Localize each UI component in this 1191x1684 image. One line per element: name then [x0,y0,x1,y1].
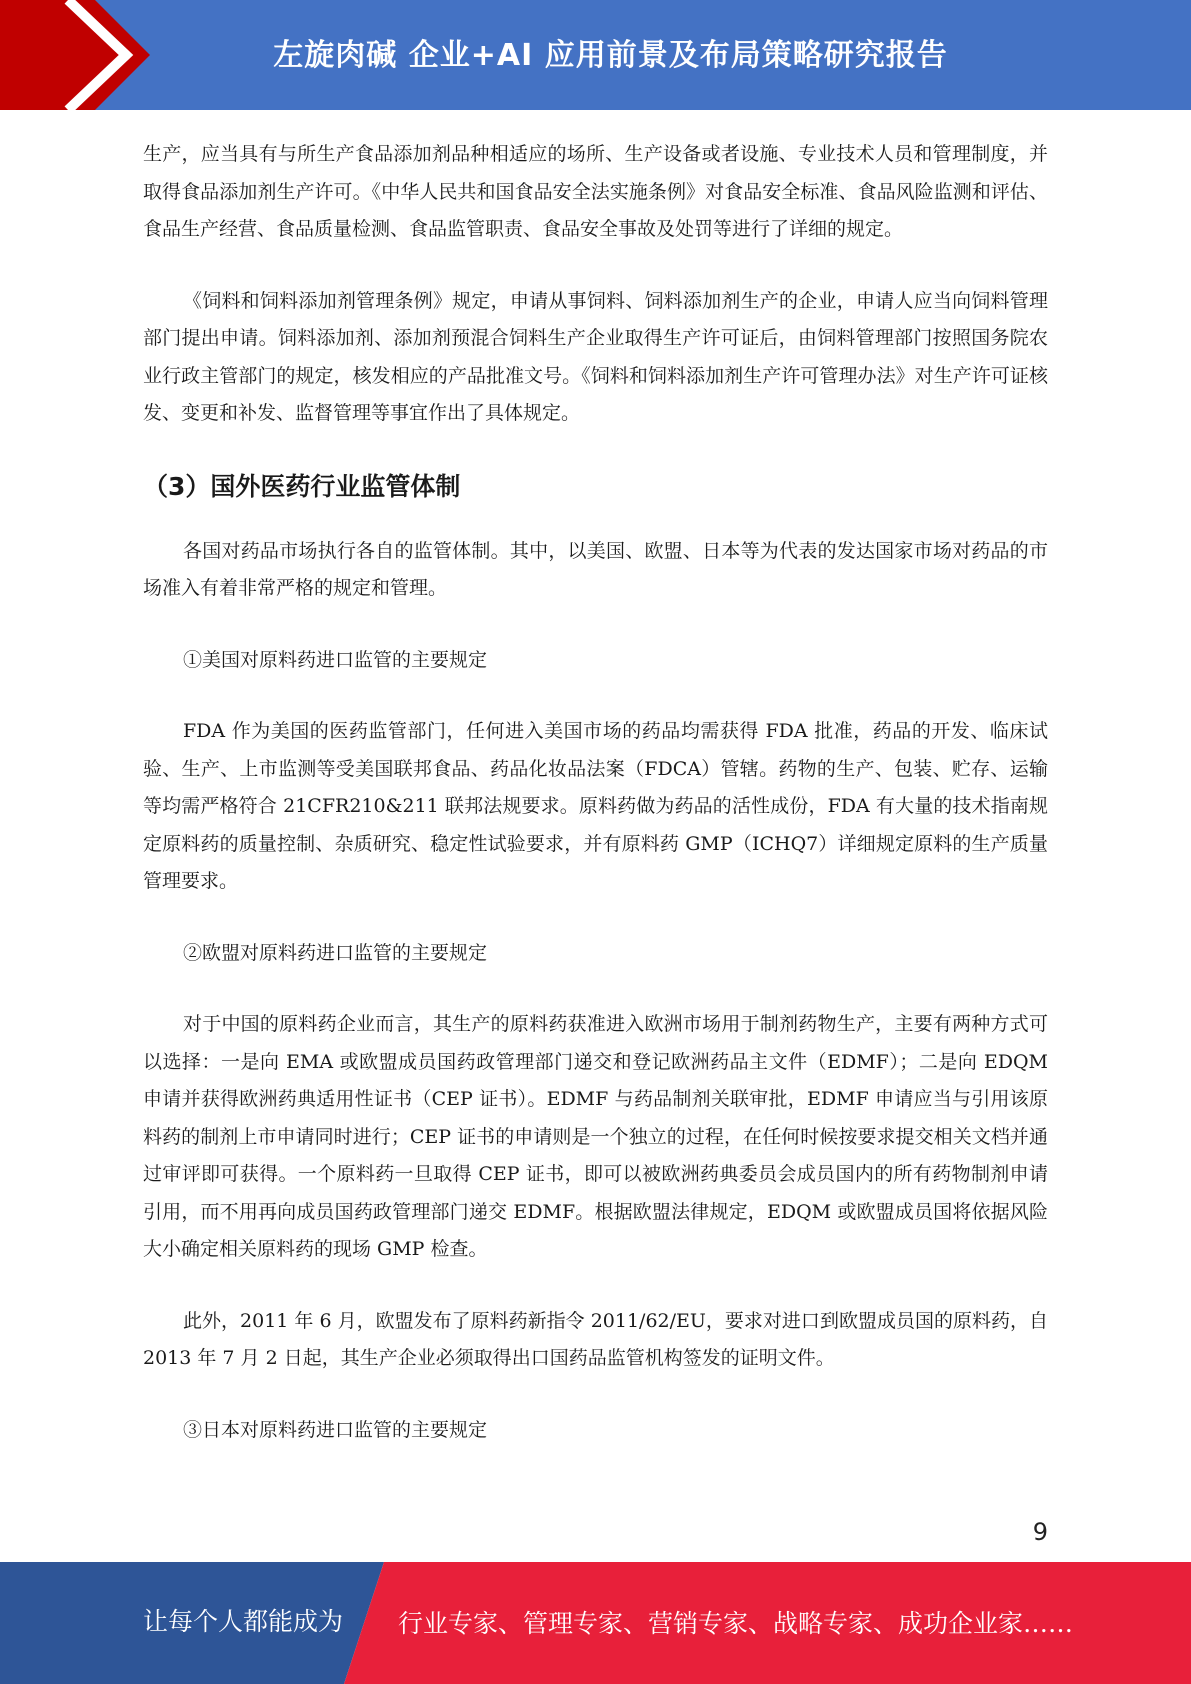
document-body [143,136,1048,1483]
paragraph-feed-regulation: 《饲料和饲料添加剂管理条例》规定，申请从事饲料、饲料添加剂生产的企业，申请人应当向饲料管理部门提出申请。饲料添加剂、添加剂预混合饲料生产企业取得生产许可证后，由饲料管理部门按照国务院农业行政主管部门的规定，核发相应的产品批准文号。《饲料和饲料添加剂生产许可管理办法》对生产许可证核发、变更和补发、监督管理等事宜作出了具体规定。 [143,289,1048,424]
subheading-eu: ②欧盟对原料药进口监管的主要规定 [183,941,488,964]
page-footer [0,1562,1191,1684]
paragraph-food-additive: 生产，应当具有与所生产食品添加剂品种相适应的场所、生产设备或者设施、专业技术人员和管理制度，并取得食品添加剂生产许可。《中华人民共和国食品安全法实施条例》对食品安全标准、食品风险监测和评估、食品生产经营、食品质量检测、食品监管职责、食品安全事故及处罚等进行了详细的规定。 [143,143,1048,240]
footer-slogan-left: 让每个人都能成为 [143,1607,344,1636]
paragraph-foreign-regulation: 各国对药品市场执行各自的监管体制。其中，以美国、欧盟、日本等为代表的发达国家市场对药品的市场准入有着非常严格的规定和管理。 [143,539,1048,599]
report-title: 左旋肉碱 企业+AI 应用前景及布局策略研究报告 [273,38,948,73]
footer-slogan-right: 行业专家、管理专家、营销专家、战略专家、成功企业家…… [398,1609,1074,1638]
subheading-usa: ①美国对原料药进口监管的主要规定 [183,648,488,671]
subheading-japan: ③日本对原料药进口监管的主要规定 [183,1418,488,1441]
paragraph-eu-directive: 此外，2011 年 6 月，欧盟发布了原料药新指令 2011/62/EU，要求对进口到欧盟成员国的原料药，自 2013 年 7 月 2 日起，其生产企业必须取得出口国药品监管机构签发的证明文件。 [143,1309,1048,1369]
section-heading: （3）国外医药行业监管体制 [143,471,461,501]
page-header [0,0,1191,110]
page-number: 9 [1032,1518,1048,1546]
paragraph-fda: FDA 作为美国的医药监管部门，任何进入美国市场的药品均需获得 FDA 批准，药品的开发、临床试验、生产、上市监测等受美国联邦食品、药品化妆品法案（FDCA）管辖。药物的生产、包装、贮存、运输等均需严格符合 21CFR210&211 联邦法规要求。原料药做为药品的活性成份，FDA 有大量的技术指南规定原料药的质量控制、杂质研究、稳定性试验要求，并有原料药 GMP（ICHQ7）详细规定原料的生产质量管理要求。 [143,720,1048,892]
paragraph-eu-api: 对于中国的原料药企业而言，其生产的原料药获准进入欧洲市场用于制剂药物生产，主要有两种方式可以选择：一是向 EMA 或欧盟成员国药政管理部门递交和登记欧洲药品主文件（EDMF）；二是向 EDQM 申请并获得欧洲药典适用性证书（CEP 证书）。EDMF 与药品制剂关联审批，EDMF 申请应当与引用该原料药的制剂上市申请同时进行；CEP 证书的申请则是一个独立的过程，在任何时候按要求提交相关文档并通过审评即可获得。一个原料药一旦取得 CEP 证书，即可以被欧洲药典委员会成员国内的所有药物制剂申请引用，而不用再向成员国药政管理部门递交 EDMF。根据欧盟法律规定，EDQM 或欧盟成员国将依据风险大小确定相关原料药的现场 GMP 检查。 [143,1013,1048,1260]
